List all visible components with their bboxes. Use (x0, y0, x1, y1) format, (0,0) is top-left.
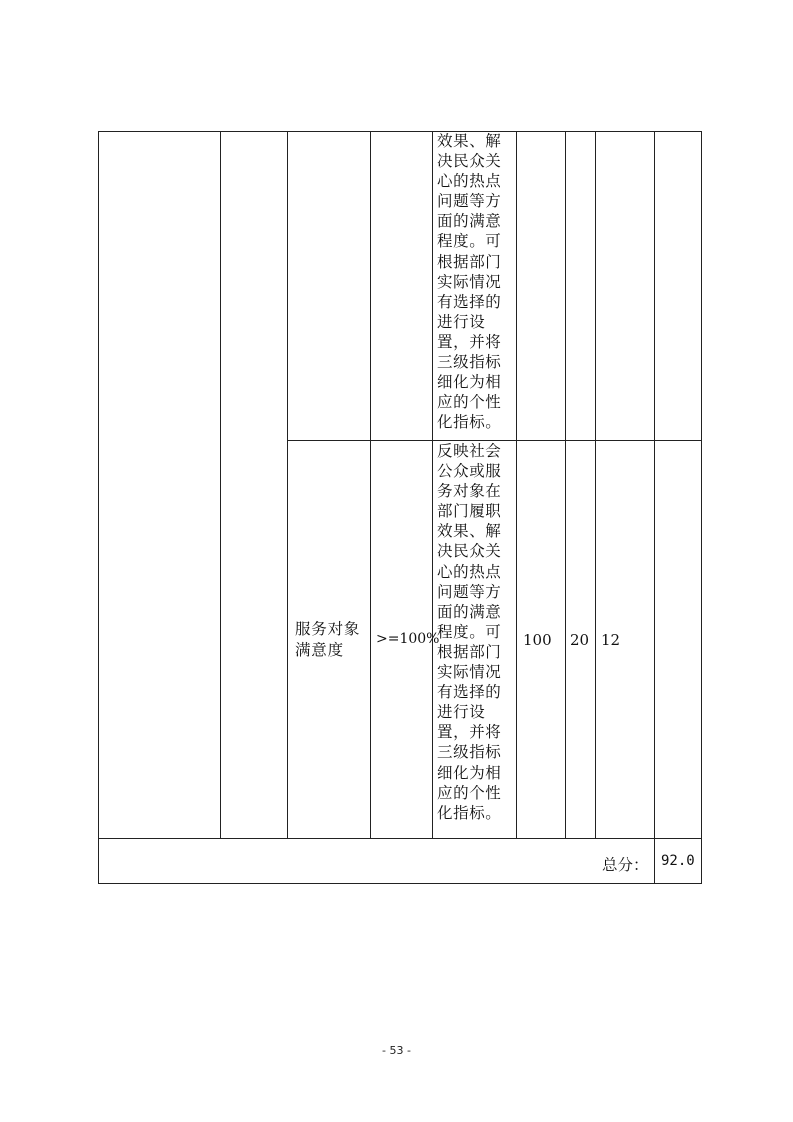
desc-line: 面的满意 (437, 602, 502, 621)
indicator-line: 服务对象 (295, 620, 361, 638)
total-score: 92.0 (661, 853, 695, 869)
desc-line: 程度。可 (437, 232, 502, 251)
desc-line: 化指标。 (437, 413, 502, 432)
evaluation-table (98, 131, 702, 884)
desc-line: 效果、解 (437, 132, 502, 150)
desc-line: 根据部门 (437, 252, 502, 271)
desc-line: 心的热点 (437, 562, 502, 581)
desc-line: 问题等方 (437, 192, 502, 211)
desc-line: 心的热点 (437, 172, 502, 191)
row2-description (437, 441, 517, 823)
desc-line: 三级指标 (437, 743, 502, 762)
desc-line: 实际情况 (437, 663, 502, 682)
desc-line: 有选择的 (437, 292, 502, 311)
desc-line: 三级指标 (437, 353, 502, 372)
desc-line: 反映社会 (437, 442, 502, 460)
desc-line: 应的个性 (437, 783, 502, 802)
col-divider-7 (595, 132, 596, 838)
desc-line: 置，并将 (437, 332, 502, 351)
desc-line: 根据部门 (437, 642, 502, 661)
indicator-line: 满意度 (295, 640, 344, 659)
desc-line: 问题等方 (437, 582, 502, 601)
col-divider-4 (432, 132, 433, 838)
desc-line: 部门履职 (437, 502, 502, 521)
desc-line: 化指标。 (437, 803, 502, 822)
indicator-name (295, 619, 360, 660)
actual-value: 100 (523, 631, 552, 649)
desc-line: 进行设 (437, 312, 486, 331)
col-divider-6 (565, 132, 566, 838)
desc-line: 细化为相 (437, 373, 502, 392)
desc-line: 进行设 (437, 703, 486, 722)
score-value: 12 (601, 631, 621, 649)
desc-line: 效果、解 (437, 522, 502, 541)
desc-line: 公众或服 (437, 462, 502, 481)
col-divider-2 (287, 132, 288, 838)
desc-line: 应的个性 (437, 393, 502, 412)
page-number: - 53 - (382, 1044, 411, 1057)
desc-line: 置，并将 (437, 723, 502, 742)
weight-value: 20 (570, 631, 590, 649)
target-value: >=100% (376, 631, 440, 647)
col-divider-1 (220, 132, 221, 838)
desc-line: 务对象在 (437, 482, 502, 501)
col-divider-3 (370, 132, 371, 838)
desc-line: 实际情况 (437, 272, 502, 291)
total-label: 总分： (602, 856, 649, 874)
desc-line: 细化为相 (437, 763, 502, 782)
desc-line: 有选择的 (437, 683, 502, 702)
desc-line: 面的满意 (437, 212, 502, 231)
row1-description (437, 131, 517, 432)
desc-line: 程度。可 (437, 622, 502, 641)
row-divider-2 (99, 838, 702, 839)
desc-line: 决民众关 (437, 542, 502, 561)
desc-line: 决民众关 (437, 152, 502, 171)
col-divider-8 (654, 132, 655, 884)
